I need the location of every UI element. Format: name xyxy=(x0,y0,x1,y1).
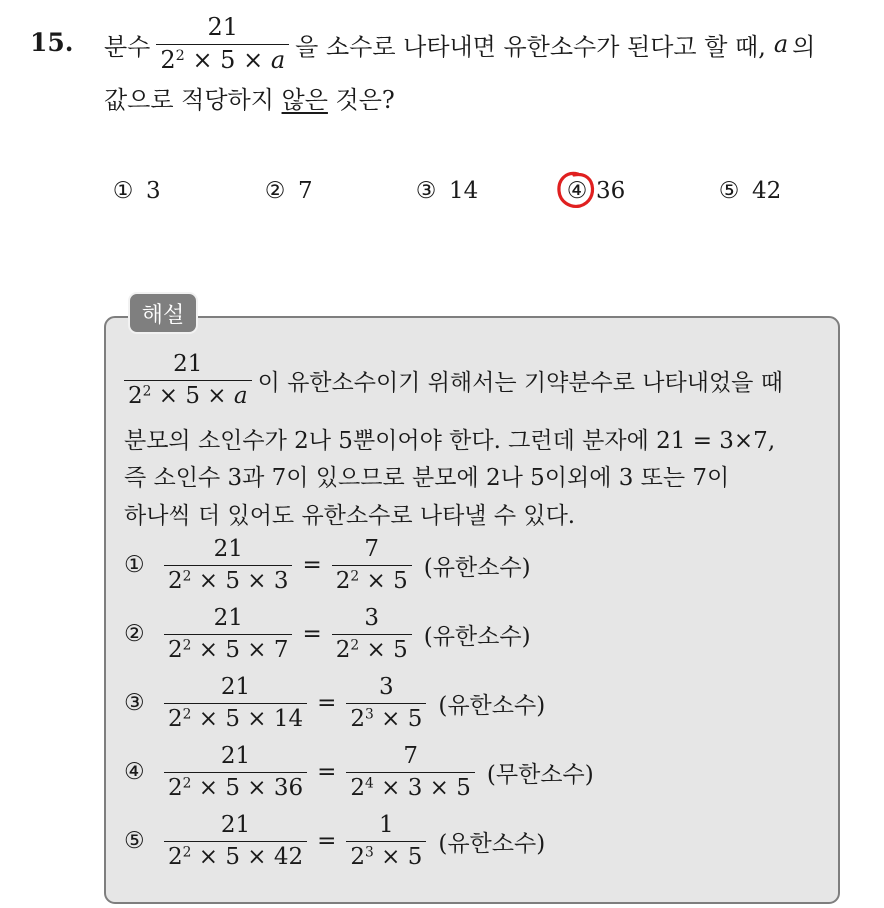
question-line-1 xyxy=(104,12,815,76)
row-mark: ⑤ xyxy=(124,828,145,854)
equals-sign: = xyxy=(317,690,337,716)
question-prefix: 분수 xyxy=(104,32,151,61)
right-fraction: $\frac{1}{2^3 \times 5}$ xyxy=(346,813,426,868)
right-fraction: $\frac{7}{2^4 \times 3 \times 5}$ xyxy=(346,744,474,799)
row-label: (유한소수) xyxy=(423,623,531,650)
question-line-2-end: 것은? xyxy=(327,86,395,114)
right-fraction: $\frac{3}{2^3 \times 5}$ xyxy=(346,675,426,730)
equals-sign: = xyxy=(317,759,337,785)
question-variable: a xyxy=(773,30,789,58)
choice-mark: ③ xyxy=(415,178,437,204)
choice-value: 36 xyxy=(596,178,626,204)
choice-value: 14 xyxy=(449,178,479,204)
row-label: (유한소수) xyxy=(438,692,546,719)
row-label: (무한소수) xyxy=(486,761,594,788)
equals-sign: = xyxy=(302,552,322,578)
explanation-line-3: 즉 소인수 3과 7이 있으므로 분모에 2나 5이외에 3 또는 7이 xyxy=(124,465,730,491)
choice-2[interactable] xyxy=(262,178,313,204)
row-mark: ② xyxy=(124,621,145,647)
equals-sign: = xyxy=(302,621,322,647)
left-fraction: $\frac{21}{2^2 \times 5 \times 14}$ xyxy=(164,675,307,730)
equals-sign: = xyxy=(317,828,337,854)
choice-value: 3 xyxy=(146,178,161,204)
choice-mark: ② xyxy=(264,178,286,204)
choice-3[interactable] xyxy=(413,178,478,204)
choice-5[interactable] xyxy=(716,178,781,204)
choice-mark: ④ xyxy=(566,178,588,204)
choice-value: 42 xyxy=(752,178,782,204)
fraction-numerator: 21 xyxy=(173,351,203,378)
answer-choices xyxy=(0,178,884,212)
row-mark: ④ xyxy=(124,759,145,785)
explanation-row-5 xyxy=(124,808,545,874)
explanation-fraction xyxy=(124,352,252,407)
right-fraction: $\frac{3}{2^2 \times 5}$ xyxy=(332,606,412,661)
left-fraction: $\frac{21}{2^2 \times 5 \times 42}$ xyxy=(164,813,307,868)
row-label: (유한소수) xyxy=(438,830,546,857)
red-circle-mark-icon xyxy=(556,170,596,210)
fraction-denominator: $2^2 \times 5 \times a$ xyxy=(124,380,252,408)
explanation-row-3 xyxy=(124,670,545,736)
row-mark: ① xyxy=(124,552,145,578)
explanation-line-1 xyxy=(124,347,783,413)
right-fraction: $\frac{7}{2^2 \times 5}$ xyxy=(332,537,412,592)
row-mark: ③ xyxy=(124,690,145,716)
explanation-line-2: 분모의 소인수가 2나 5뿐이어야 한다. 그런데 분자에 21 = 3×7, xyxy=(124,428,776,454)
underlined-word: 않은 xyxy=(281,86,328,114)
question-suffix: 을 소수로 나타내면 유한소수가 된다고 할 때, xyxy=(295,32,766,61)
explanation-line-4: 하나씩 더 있어도 유한소수로 나타낼 수 있다. xyxy=(124,503,576,529)
question-suffix-2: 의 xyxy=(792,32,816,61)
choice-mark: ① xyxy=(112,178,134,204)
left-fraction: $\frac{21}{2^2 \times 5 \times 3}$ xyxy=(164,537,292,592)
choice-1[interactable] xyxy=(110,178,161,204)
choice-mark: ⑤ xyxy=(718,178,740,204)
left-fraction: $\frac{21}{2^2 \times 5 \times 7}$ xyxy=(164,606,292,661)
question-line-2-text: 값으로 적당하지 xyxy=(104,86,282,114)
fraction-denominator: $2^2 \times 5 \times a$ xyxy=(156,44,289,73)
explanation-text-1: 이 유한소수이기 위해서는 기약분수로 나타내었을 때 xyxy=(257,369,783,396)
question-number: 15. xyxy=(30,28,74,57)
left-fraction: $\frac{21}{2^2 \times 5 \times 36}$ xyxy=(164,744,307,799)
question-line-2 xyxy=(104,80,395,115)
row-label: (유한소수) xyxy=(423,554,531,581)
explanation-row-4 xyxy=(124,739,594,805)
choice-value: 7 xyxy=(298,178,313,204)
question-fraction xyxy=(156,15,289,72)
explanation-row-1 xyxy=(124,532,531,598)
explanation-row-2 xyxy=(124,601,531,667)
fraction-numerator: 21 xyxy=(207,13,239,42)
explanation-tag: 해설 xyxy=(128,292,198,334)
